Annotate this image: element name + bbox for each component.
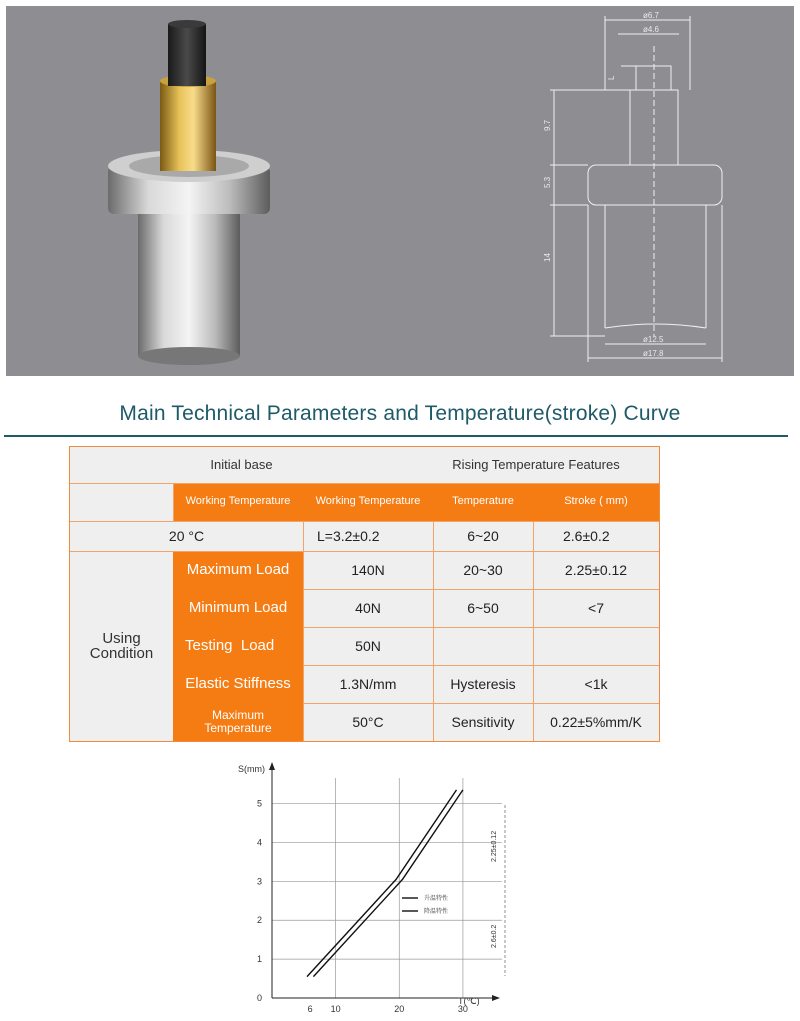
x-tick-label: 6 — [307, 1004, 313, 1014]
using-condition-label: Using Condition — [89, 630, 154, 662]
annotation-upper: 2.25±0.12 — [491, 830, 498, 862]
row-value-maximum-temperature: 50°C — [352, 713, 384, 730]
chart-grid — [272, 778, 502, 998]
table-rule — [303, 627, 659, 628]
row-value-minimum-load: 40N — [355, 599, 381, 616]
first-row-length: L=3.2±0.2 — [317, 527, 380, 544]
row-value-elastic-stiffness: 1.3N/mm — [339, 675, 397, 692]
dim-flange-length: 5.3 — [543, 176, 552, 188]
table-rule — [70, 551, 659, 552]
dim-flange-dia: ø17.8 — [643, 349, 664, 358]
dim-top-outer: ø6.7 — [643, 11, 660, 20]
row-value-maximum-load: 140N — [351, 561, 385, 578]
row-sensitivity-value: 0.22±5%mm/K — [550, 713, 642, 730]
y-tick-label: 2 — [256, 915, 262, 926]
legend-falling: 降温特性 — [424, 909, 449, 915]
col-header-working-temp-2: Working Temperature — [303, 483, 433, 521]
col-header-temperature: Temperature — [433, 483, 533, 521]
row-label-maximum-load: Maximum Load — [173, 551, 303, 589]
row-stroke-maximum-load: 2.25±0.12 — [564, 561, 628, 578]
initial-base-header: Initial base — [210, 457, 273, 473]
table-rule — [70, 521, 659, 522]
dim-stem: L — [607, 75, 616, 80]
row-label-minimum-load: Minimum Load — [173, 589, 303, 627]
row-temp-testing-load — [433, 627, 533, 665]
y-axis-arrow — [269, 762, 275, 770]
row-label-elastic-stiffness: Elastic Stiffness — [173, 665, 303, 703]
product-photo — [96, 16, 286, 371]
parameters-table — [69, 446, 660, 742]
first-row-temp: 6~20 — [467, 527, 499, 544]
table-rule — [303, 703, 659, 704]
y-tick-label: 3 — [256, 876, 262, 887]
dim-top-inner: ø4.6 — [643, 25, 660, 34]
table-rule — [303, 589, 659, 590]
table-rule — [70, 483, 659, 484]
row-stroke-testing-load — [533, 627, 659, 665]
row-hysteresis-value: <1k — [584, 675, 608, 692]
row-temp-minimum-load: 6~50 — [467, 599, 499, 616]
legend-rising: 升温特性 — [424, 896, 449, 902]
x-axis-label: T(℃) — [458, 996, 480, 1006]
row-value-testing-load: 50N — [355, 637, 381, 654]
y-tick-label: 5 — [256, 798, 262, 809]
y-tick-label: 1 — [256, 954, 262, 965]
y-tick-label: 0 — [256, 993, 262, 1003]
rising-features-header: Rising Temperature Features — [452, 457, 620, 473]
row-stroke-minimum-load: <7 — [588, 599, 604, 616]
y-axis-label: S(mm) — [238, 764, 265, 774]
row-sensitivity-label: Sensitivity — [451, 713, 515, 730]
table-rule — [303, 665, 659, 666]
row-hysteresis-label: Hysteresis — [450, 675, 516, 692]
x-tick-label: 10 — [330, 1004, 341, 1014]
row-label-maximum-temperature: Maximum Temperature — [173, 703, 303, 741]
annotation-lower: 2.6±0.2 — [491, 924, 498, 948]
dim-body-length: 14 — [543, 253, 552, 262]
dim-body-dia: ø12.5 — [643, 335, 664, 344]
section-heading: Main Technical Parameters and Temperature(stroke) Curve — [119, 402, 681, 425]
heading-divider — [4, 435, 788, 437]
x-tick-label: 20 — [394, 1004, 405, 1014]
product-banner — [6, 6, 794, 376]
x-axis-arrow — [492, 995, 500, 1001]
row-temp-maximum-load: 20~30 — [463, 561, 503, 578]
chart-series — [307, 790, 463, 977]
table-rule — [533, 521, 534, 741]
row-label-testing-load: Testing Load — [173, 627, 303, 665]
chart-ticks — [257, 799, 468, 1014]
col-header-stroke: Stroke ( mm) — [533, 483, 659, 521]
stroke-temperature-chart — [230, 758, 550, 1018]
table-rule — [433, 521, 434, 741]
first-row-working-temp: 20 °C — [168, 527, 205, 544]
dim-upper-length: 9.7 — [543, 119, 552, 131]
technical-drawing — [526, 6, 794, 376]
y-tick-label: 4 — [256, 837, 262, 848]
table-rule — [173, 483, 174, 521]
first-row-stroke: 2.6±0.2 — [563, 527, 610, 544]
x-tick-label: 30 — [457, 1004, 468, 1014]
table-rule — [303, 521, 304, 741]
series-line-0 — [307, 790, 457, 977]
col-header-working-temp: Working Temperature — [173, 483, 303, 521]
